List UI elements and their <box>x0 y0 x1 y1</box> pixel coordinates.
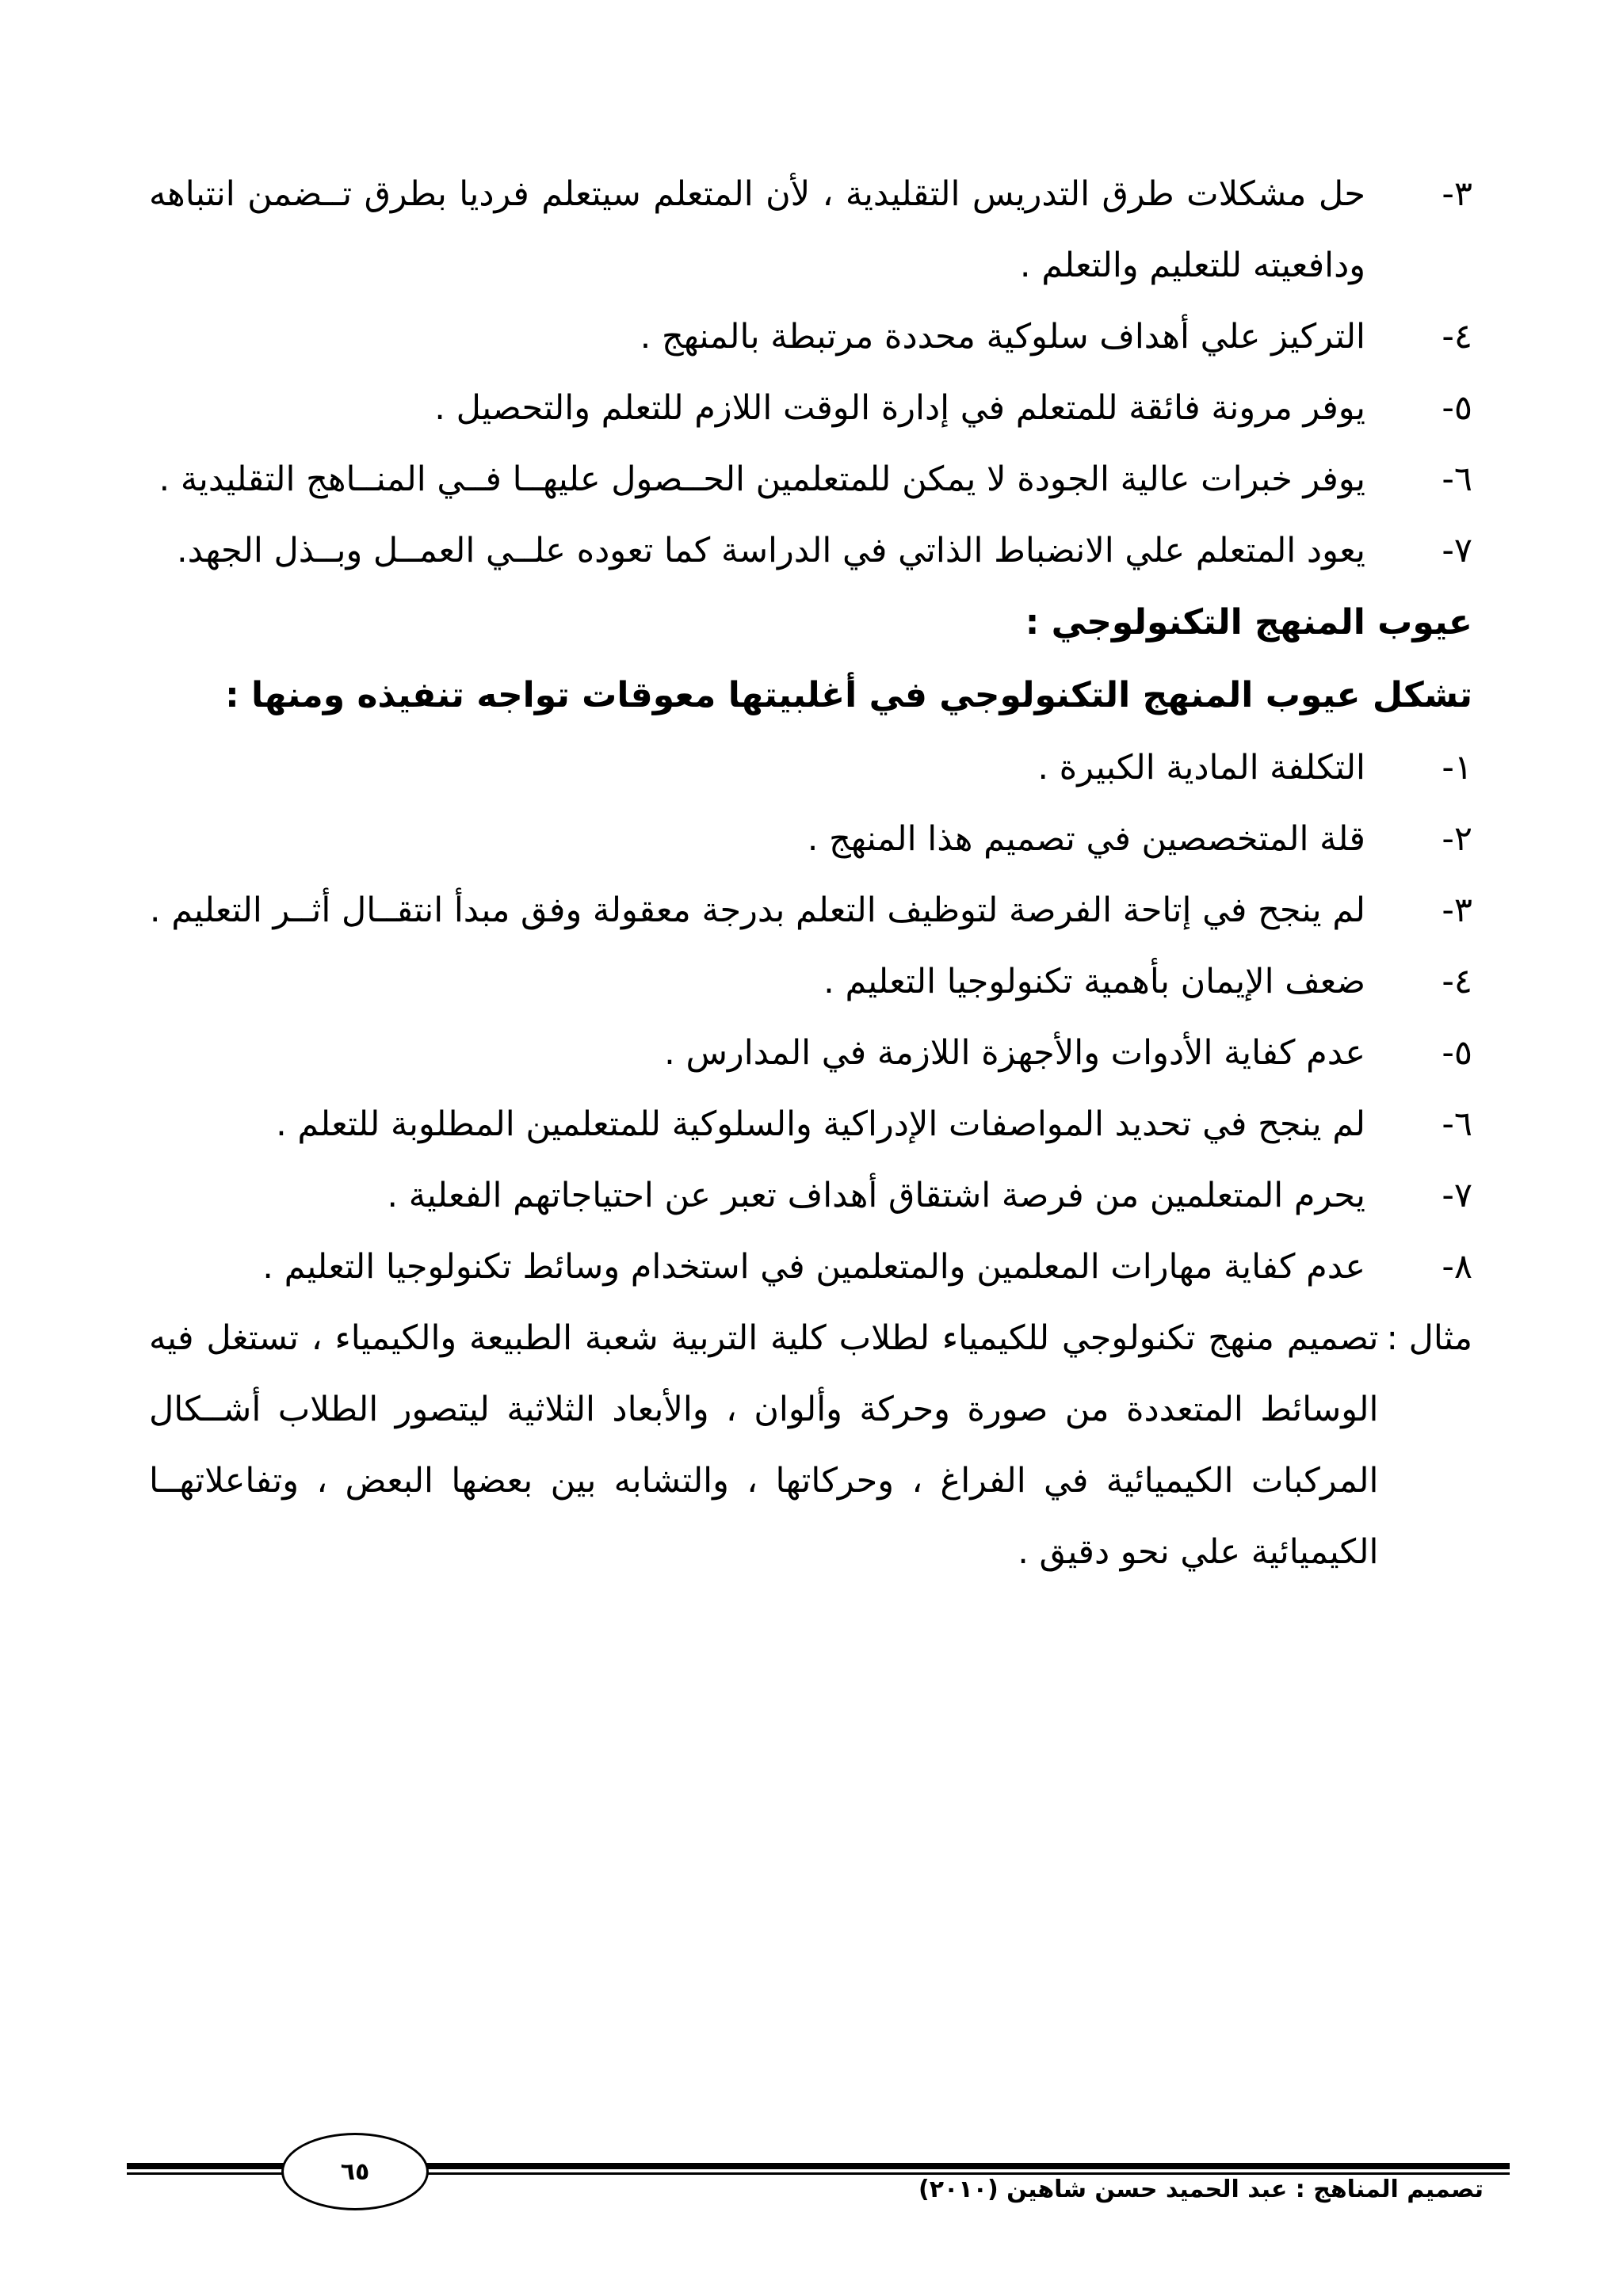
running-footer: تصميم المناهج : عبد الحميد حسن شاهين (٢٠١٠) <box>918 2176 1484 2203</box>
item-number: ٤- <box>1442 317 1472 357</box>
list-item <box>149 515 1472 586</box>
item-number: ٦- <box>1442 460 1472 499</box>
list-item <box>149 158 1472 301</box>
page-body <box>149 158 1472 1588</box>
item-text: عدم كفاية الأدوات والأجهزة اللازمة في المدارس . <box>664 1033 1365 1073</box>
section-heading: عيوب المنهج التكنولوجي : <box>1025 602 1472 643</box>
page-number: ٦٥ <box>340 2157 370 2186</box>
list-item <box>149 1017 1472 1089</box>
item-number: ٣- <box>1442 174 1472 214</box>
list-item <box>149 444 1472 515</box>
list-item <box>149 875 1472 946</box>
advantages-list <box>149 158 1472 586</box>
list-item <box>149 1160 1472 1231</box>
item-number: ٨- <box>1442 1247 1472 1287</box>
section-subheading: تشكل عيوب المنهج التكنولوجي في أغلبيتها معوقات تواجه تنفيذه ومنها : <box>225 675 1472 715</box>
item-text: يوفر مرونة فائقة للمتعلم في إدارة الوقت اللازم للتعلم والتحصيل . <box>434 388 1365 428</box>
list-item <box>149 946 1472 1017</box>
example-label: مثال : <box>1386 1318 1472 1358</box>
item-number: ٦- <box>1442 1104 1472 1144</box>
list-item <box>149 301 1472 372</box>
item-text: يحرم المتعلمين من فرصة اشتقاق أهداف تعبر عن احتياجاتهم الفعلية . <box>387 1176 1365 1215</box>
item-text: ضعف الإيمان بأهمية تكنولوجيا التعليم . <box>823 962 1365 1001</box>
example-paragraph <box>149 1302 1472 1588</box>
item-number: ٧- <box>1442 1176 1472 1215</box>
page-number-badge <box>281 2133 429 2210</box>
item-number: ٥- <box>1442 388 1472 428</box>
list-item <box>149 372 1472 444</box>
item-text: عدم كفاية مهارات المعلمين والمتعلمين في استخدام وسائط تكنولوجيا التعليم . <box>262 1247 1365 1287</box>
item-number: ٤- <box>1442 962 1472 1001</box>
item-text: حل مشكلات طرق التدريس التقليدية ، لأن المتعلم سيتعلم فرديا بطرق تــضمن انتباهه ودافعيته للتعليم والتعلم . <box>149 174 1365 285</box>
item-text: قلة المتخصصين في تصميم هذا المنهج . <box>807 819 1365 859</box>
item-number: ٥- <box>1442 1033 1472 1073</box>
item-text: لم ينجح في تحديد المواصفات الإدراكية والسلوكية للمتعلمين المطلوبة للتعلم . <box>276 1104 1365 1144</box>
item-number: ٣- <box>1442 891 1472 930</box>
list-item <box>149 803 1472 875</box>
disadvantages-list <box>149 732 1472 1302</box>
item-text: التركيز علي أهداف سلوكية محددة مرتبطة بالمنهج . <box>640 317 1365 357</box>
item-text: يعود المتعلم علي الانضباط الذاتي في الدراسة كما تعوده علــي العمــل وبــذل الجهد. <box>176 531 1365 570</box>
item-number: ٢- <box>1442 819 1472 859</box>
item-text: التكلفة المادية الكبيرة . <box>1037 748 1365 788</box>
item-text: لم ينجح في إتاحة الفرصة لتوظيف التعلم بدرجة معقولة وفق مبدأ انتقــال أثــر التعليم . <box>149 891 1365 930</box>
item-number: ١- <box>1442 748 1472 788</box>
list-item <box>149 732 1472 803</box>
list-item <box>149 1089 1472 1160</box>
item-text: يوفر خبرات عالية الجودة لا يمكن للمتعلمين الحــصول عليهــا فــي المنــاهج التقليدية . <box>158 460 1365 499</box>
item-number: ٧- <box>1442 531 1472 570</box>
list-item <box>149 1231 1472 1302</box>
example-text: تصميم منهج تكنولوجي للكيمياء لطلاب كلية التربية شعبة الطبيعة والكيمياء ، تستغل فيه الوسائط المتعددة من صورة وحركة وألوان ، والأبعاد الثلاثية ليتصور الطلاب أشــكال المركبات الكيميائية في الفراغ ، وحركاتها ، والتشابه بين بعضها البعض ، وتفاعلاتهــا الكيميائية علي نحو دقيق . <box>149 1318 1379 1572</box>
